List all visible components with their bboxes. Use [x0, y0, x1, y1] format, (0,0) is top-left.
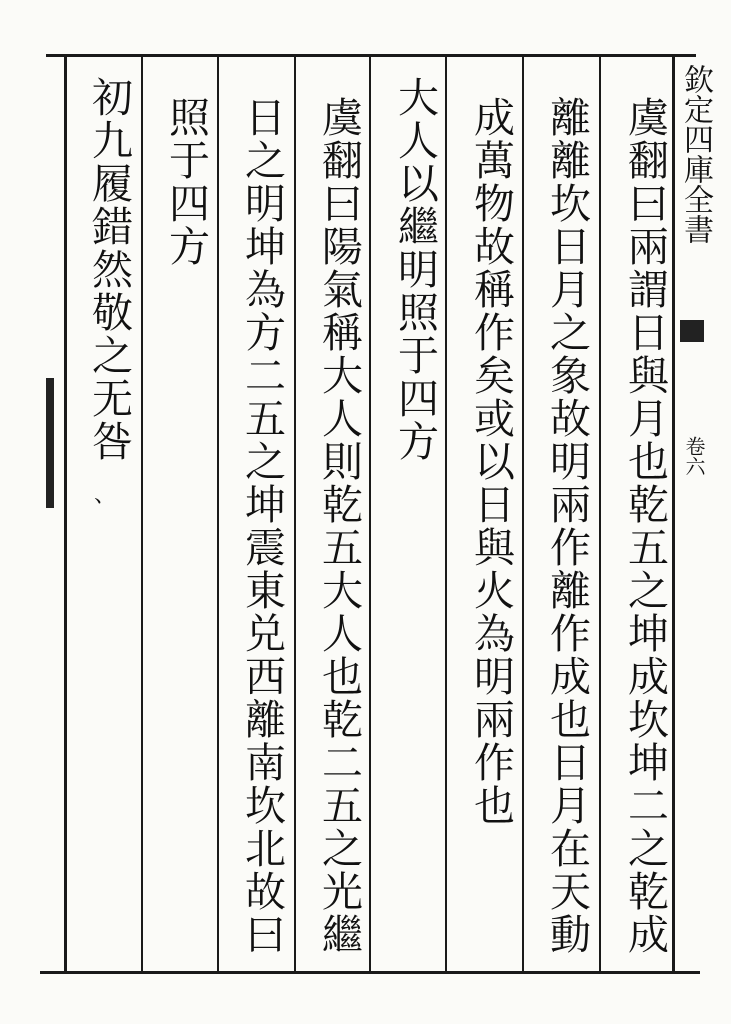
text-column-1: 虞翻曰兩謂日與月也乾五之坤成坎坤二之乾成: [621, 96, 669, 956]
volume-label: 卷六: [682, 436, 706, 476]
text-column-2: 離離坎日月之象故明兩作離作成也日月在天動: [543, 96, 591, 956]
column-divider: [141, 56, 143, 971]
book-title: 欽定四庫全書: [678, 64, 713, 244]
left-border: [64, 56, 67, 971]
fishtail-mark: [680, 320, 704, 342]
column-divider: [522, 56, 524, 971]
column-divider: [599, 56, 601, 971]
text-column-8: 初九履錯然敬之无咎: [85, 76, 133, 463]
column-divider: [294, 56, 296, 971]
column-divider: [217, 56, 219, 971]
bottom-border: [40, 971, 700, 974]
end-mark: 、: [94, 483, 117, 508]
text-column-4: 大人以繼明照于四方: [391, 76, 439, 463]
text-column-7: 照于四方: [162, 96, 210, 268]
text-column-5: 虞翻曰陽氣稱大人則乾五大人也乾二五之光繼: [315, 96, 363, 956]
text-column-6: 日之明坤為方二五之坤震東兑西離南坎北故曰: [238, 96, 286, 956]
text-column-3: 成萬物故稱作矣或以日與火為明兩作也: [467, 96, 515, 827]
binding-mark: [46, 378, 54, 508]
